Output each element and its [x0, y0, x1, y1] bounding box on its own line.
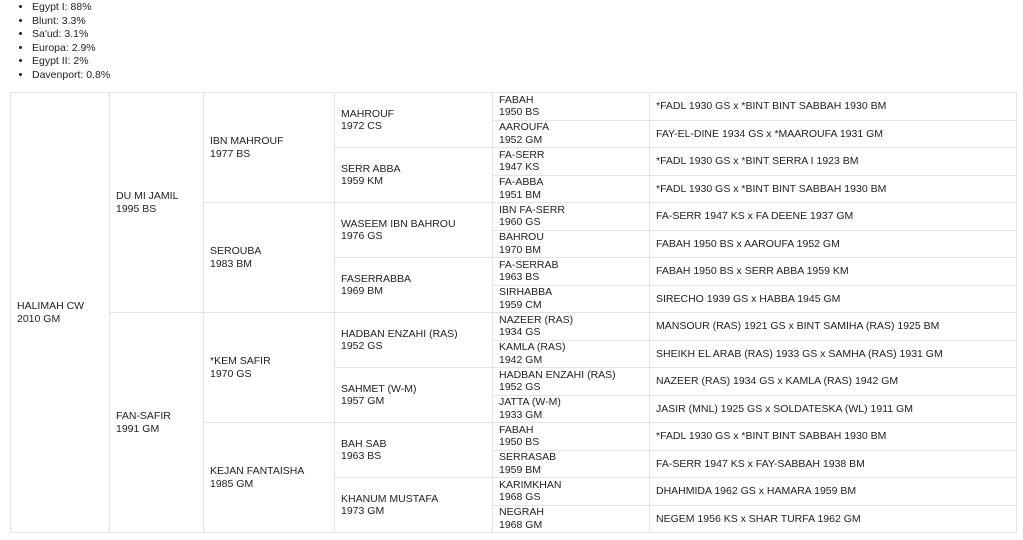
- gen1-ancestor: [110, 93, 204, 313]
- breeding-item: • Sa'ud: 3.1%: [32, 28, 1023, 42]
- gen2-ancestor: [204, 313, 335, 423]
- horse-year-color-sex: 1959 CM: [499, 298, 542, 311]
- horse-name: BAH SAB: [341, 437, 387, 450]
- horse-year-color-sex: 1963 BS: [499, 271, 540, 284]
- breeding-item: • Egypt I: 88%: [32, 1, 1023, 15]
- horse-year-color-sex: 1942 GM: [499, 353, 543, 366]
- horse-year-color-sex: 1985 GM: [210, 477, 254, 490]
- horse-name: MAHROUF: [341, 107, 395, 120]
- gen5-parents: *FADL 1930 GS x *BINT BINT SABBAH 1930 BM: [650, 423, 1017, 451]
- gen4-ancestor: [493, 285, 650, 313]
- breeding-item: • Egypt II: 2%: [32, 55, 1023, 69]
- horse-year-color-sex: 1983 BM: [210, 257, 253, 270]
- horse-year-color-sex: 1995 BS: [116, 202, 157, 215]
- horse-name: FASERRABBA: [341, 272, 412, 285]
- horse-year-color-sex: 1977 BS: [210, 147, 251, 160]
- gen5-parents: FAY-EL-DINE 1934 GS x *MAAROUFA 1931 GM: [650, 120, 1017, 148]
- gen4-ancestor: [493, 93, 650, 121]
- horse-name: FA-SERRAB: [499, 258, 559, 271]
- horse-name: WASEEM IBN BAHROU: [341, 217, 456, 230]
- gen4-ancestor: [493, 368, 650, 396]
- gen3-ancestor: [335, 313, 493, 368]
- gen2-ancestor: [204, 203, 335, 313]
- horse-year-color-sex: 1960 GS: [499, 216, 541, 229]
- horse-year-color-sex: 1952 GS: [341, 340, 383, 352]
- horse-name: FABAH: [499, 93, 534, 106]
- horse-year-color-sex: 1959 KM: [341, 175, 384, 187]
- gen4-ancestor: [493, 450, 650, 478]
- horse-name: SERRASAB: [499, 451, 557, 464]
- horse-name: SERR ABBA: [341, 162, 401, 175]
- breeding-item: • Blunt: 3.3%: [32, 15, 1023, 29]
- gen5-parents: NEGEM 1956 KS x SHAR TURFA 1962 GM: [650, 505, 1017, 533]
- horse-name: JATTA (W-M): [499, 396, 561, 409]
- horse-year-color-sex: 1968 GM: [499, 518, 543, 531]
- horse-name: KHANUM MUSTAFA: [341, 492, 439, 505]
- gen5-parents: DHAHMIDA 1962 GS x HAMARA 1959 BM: [650, 478, 1017, 506]
- gen3-ancestor: [335, 423, 493, 478]
- horse-year-color-sex: 1973 GM: [341, 505, 385, 517]
- horse-name: NAZEER (RAS): [499, 313, 574, 326]
- horse-year-color-sex: 1952 GM: [499, 133, 543, 146]
- horse-name: NEGRAH: [499, 506, 544, 519]
- gen5-parents: *FADL 1930 GS x *BINT BINT SABBAH 1930 BM: [650, 175, 1017, 203]
- horse-year-color-sex: 1970 BM: [499, 243, 542, 256]
- gen4-ancestor: [493, 120, 650, 148]
- gen4-ancestor: [493, 230, 650, 258]
- breeding-percentages: [0, 0, 1023, 82]
- gen5-parents: JASIR (MNL) 1925 GS x SOLDATESKA (WL) 1911 GM: [650, 395, 1017, 423]
- pedigree-table: [10, 92, 1017, 533]
- horse-year-color-sex: 1968 GS: [499, 491, 541, 504]
- horse-year-color-sex: 1947 KS: [499, 161, 540, 174]
- gen5-parents: FA-SERR 1947 KS x FA DEENE 1937 GM: [650, 203, 1017, 231]
- gen2-ancestor: [204, 423, 335, 533]
- gen3-ancestor: [335, 258, 493, 313]
- gen5-parents: SIRECHO 1939 GS x HABBA 1945 GM: [650, 285, 1017, 313]
- horse-name: *KEM SAFIR: [210, 355, 271, 367]
- gen5-parents: MANSOUR (RAS) 1921 GS x BINT SAMIHA (RAS) 1925 BM: [650, 313, 1017, 341]
- horse-year-color-sex: 1933 GM: [499, 408, 543, 421]
- horse-name: FA-SERR: [499, 148, 545, 161]
- gen4-ancestor: [493, 203, 650, 231]
- gen2-ancestor: [204, 93, 335, 203]
- horse-name: SIRHABBA: [499, 286, 553, 299]
- horse-year-color-sex: 1970 GS: [210, 367, 252, 380]
- pedigree-row: [11, 313, 1017, 341]
- horse-year-color-sex: 2010 GM: [17, 312, 61, 325]
- horse-name: IBN FA-SERR: [499, 203, 565, 216]
- gen3-ancestor: [335, 478, 493, 533]
- gen4-ancestor: [493, 505, 650, 533]
- subject-horse: [11, 93, 110, 533]
- horse-year-color-sex: 1972 CS: [341, 120, 382, 132]
- gen5-parents: NAZEER (RAS) 1934 GS x KAMLA (RAS) 1942 GM: [650, 368, 1017, 396]
- gen5-parents: *FADL 1930 GS x *BINT BINT SABBAH 1930 BM: [650, 93, 1017, 121]
- gen4-ancestor: [493, 478, 650, 506]
- gen3-ancestor: [335, 93, 493, 148]
- gen4-ancestor: [493, 395, 650, 423]
- breeding-item: • Davenport: 0.8%: [32, 69, 1023, 83]
- gen1-ancestor: [110, 313, 204, 533]
- horse-name: HALIMAH CW: [17, 300, 85, 312]
- horse-year-color-sex: 1952 GS: [499, 381, 541, 394]
- horse-name: AAROUFA: [499, 121, 550, 134]
- horse-name: FAN-SAFIR: [116, 410, 171, 422]
- gen5-parents: SHEIKH EL ARAB (RAS) 1933 GS x SAMHA (RAS) 1931 GM: [650, 340, 1017, 368]
- horse-year-color-sex: 1950 BS: [499, 436, 540, 449]
- horse-name: KARIMKHAN: [499, 478, 562, 491]
- horse-year-color-sex: 1934 GS: [499, 326, 541, 339]
- gen5-parents: FABAH 1950 BS x SERR ABBA 1959 KM: [650, 258, 1017, 286]
- breeding-item: • Europa: 2.9%: [32, 42, 1023, 56]
- horse-year-color-sex: 1957 GM: [341, 395, 385, 407]
- horse-name: BAHROU: [499, 231, 544, 244]
- gen4-ancestor: [493, 313, 650, 341]
- gen5-parents: *FADL 1930 GS x *BINT SERRA I 1923 BM: [650, 148, 1017, 176]
- gen3-ancestor: [335, 203, 493, 258]
- horse-name: SAHMET (W-M): [341, 382, 417, 395]
- gen5-parents: FABAH 1950 BS x AAROUFA 1952 GM: [650, 230, 1017, 258]
- horse-name: KEJAN FANTAISHA: [210, 465, 305, 477]
- horse-year-color-sex: 1991 GM: [116, 422, 160, 435]
- horse-name: FA-ABBA: [499, 176, 544, 189]
- horse-name: SEROUBA: [210, 245, 262, 257]
- gen5-parents: FA-SERR 1947 KS x FAY-SABBAH 1938 BM: [650, 450, 1017, 478]
- horse-name: IBN MAHROUF: [210, 135, 284, 147]
- horse-year-color-sex: 1963 BS: [341, 450, 382, 462]
- gen4-ancestor: [493, 175, 650, 203]
- horse-name: HADBAN ENZAHI (RAS): [499, 368, 616, 381]
- horse-name: KAMLA (RAS): [499, 341, 566, 354]
- horse-year-color-sex: 1969 BM: [341, 285, 384, 297]
- horse-name: FABAH: [499, 423, 534, 436]
- gen4-ancestor: [493, 340, 650, 368]
- gen4-ancestor: [493, 148, 650, 176]
- gen3-ancestor: [335, 368, 493, 423]
- horse-year-color-sex: 1959 BM: [499, 463, 542, 476]
- pedigree-row: [11, 93, 1017, 121]
- gen4-ancestor: [493, 258, 650, 286]
- gen4-ancestor: [493, 423, 650, 451]
- horse-year-color-sex: 1951 BM: [499, 188, 542, 201]
- horse-year-color-sex: 1950 BS: [499, 106, 540, 119]
- gen3-ancestor: [335, 148, 493, 203]
- horse-name: HADBAN ENZAHI (RAS): [341, 327, 458, 340]
- horse-name: DU MI JAMIL: [116, 190, 179, 202]
- horse-year-color-sex: 1976 GS: [341, 230, 383, 242]
